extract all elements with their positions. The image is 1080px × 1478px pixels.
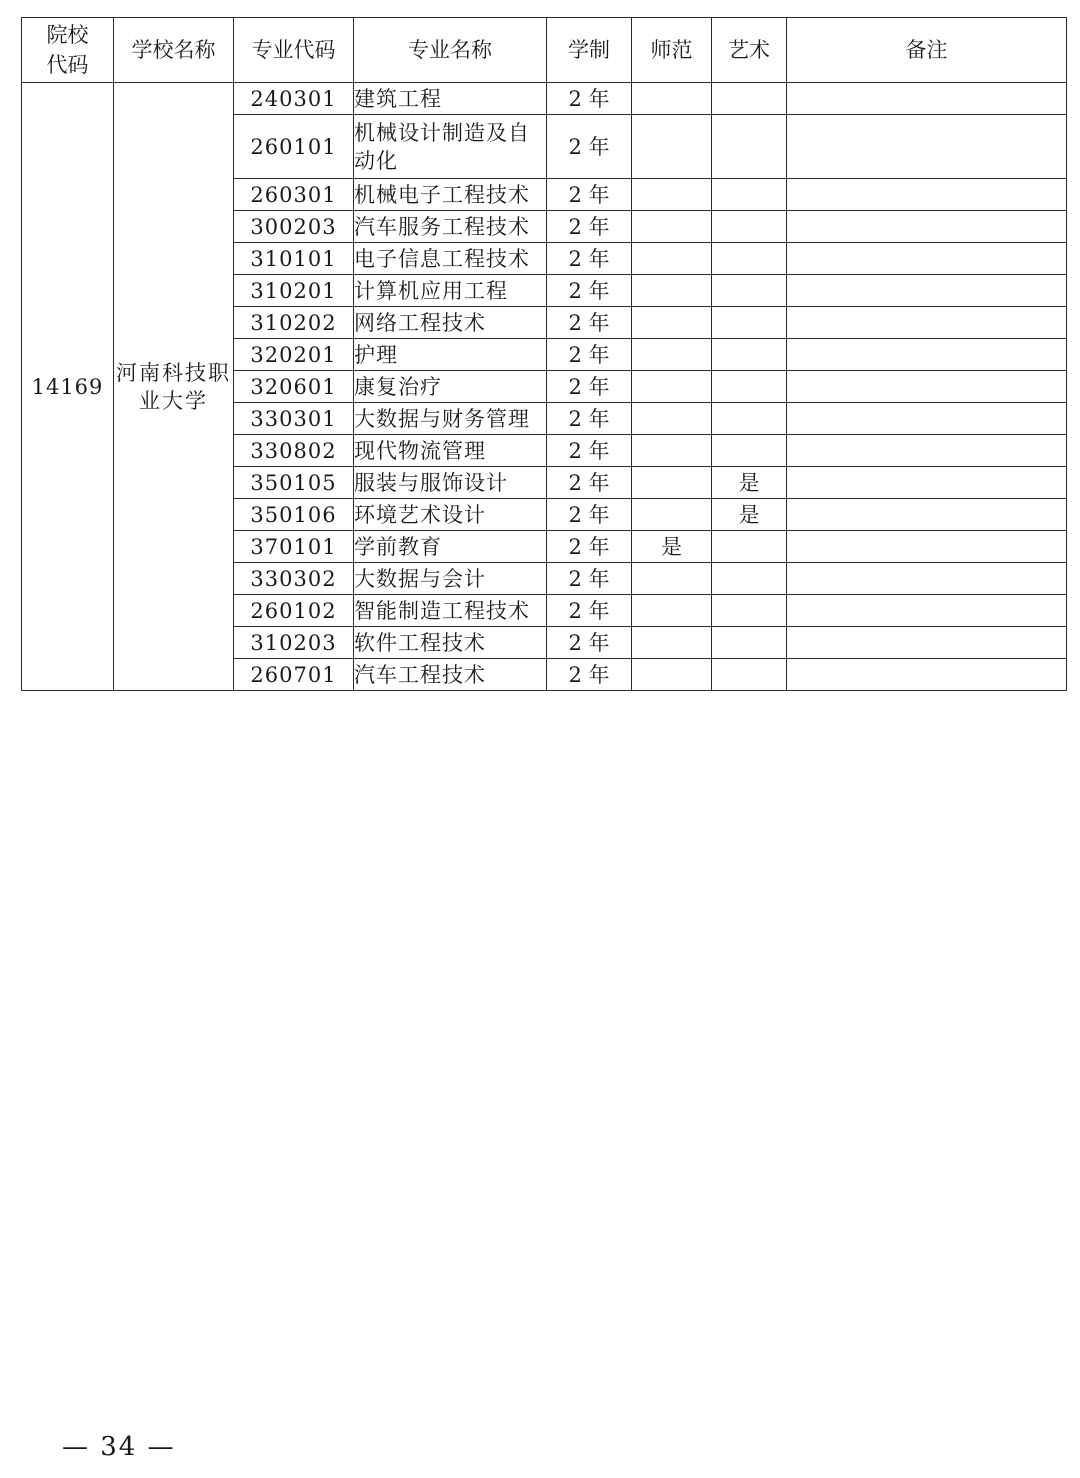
duration-cell: 2 年	[547, 467, 632, 499]
header-school-code: 院校 代码	[22, 18, 114, 83]
teacher-cell	[632, 659, 712, 691]
art-cell	[712, 659, 787, 691]
major-name-cell: 计算机应用工程	[354, 275, 547, 307]
art-cell	[712, 115, 787, 179]
major-name-cell: 智能制造工程技术	[354, 595, 547, 627]
major-code-cell: 240301	[234, 83, 354, 115]
major-name-cell: 机械电子工程技术	[354, 179, 547, 211]
teacher-cell	[632, 627, 712, 659]
remark-cell	[787, 115, 1067, 179]
teacher-cell	[632, 563, 712, 595]
art-cell	[712, 275, 787, 307]
art-cell	[712, 403, 787, 435]
duration-cell: 2 年	[547, 179, 632, 211]
duration-cell: 2 年	[547, 659, 632, 691]
header-art: 艺术	[712, 18, 787, 83]
major-code-cell: 310201	[234, 275, 354, 307]
teacher-cell	[632, 115, 712, 179]
teacher-cell: 是	[632, 531, 712, 563]
header-school-name: 学校名称	[114, 18, 234, 83]
major-name-cell: 康复治疗	[354, 371, 547, 403]
major-name-cell: 建筑工程	[354, 83, 547, 115]
art-cell	[712, 307, 787, 339]
major-code-cell: 330301	[234, 403, 354, 435]
duration-cell: 2 年	[547, 563, 632, 595]
remark-cell	[787, 243, 1067, 275]
duration-cell: 2 年	[547, 403, 632, 435]
majors-table	[21, 17, 1067, 691]
page-number: — 34 —	[62, 1432, 176, 1462]
major-code-cell: 320201	[234, 339, 354, 371]
art-cell	[712, 435, 787, 467]
major-code-cell: 260701	[234, 659, 354, 691]
major-code-cell: 300203	[234, 211, 354, 243]
major-code-cell: 260301	[234, 179, 354, 211]
major-code-cell: 350105	[234, 467, 354, 499]
art-cell	[712, 371, 787, 403]
art-cell	[712, 595, 787, 627]
school-name-cell: 河南科技职业大学	[114, 83, 234, 691]
remark-cell	[787, 83, 1067, 115]
major-name-cell: 大数据与会计	[354, 563, 547, 595]
duration-cell: 2 年	[547, 371, 632, 403]
major-code-cell: 320601	[234, 371, 354, 403]
art-cell	[712, 563, 787, 595]
duration-cell: 2 年	[547, 435, 632, 467]
remark-cell	[787, 307, 1067, 339]
art-cell: 是	[712, 467, 787, 499]
major-code-cell: 370101	[234, 531, 354, 563]
remark-cell	[787, 563, 1067, 595]
teacher-cell	[632, 499, 712, 531]
remark-cell	[787, 179, 1067, 211]
teacher-cell	[632, 275, 712, 307]
teacher-cell	[632, 403, 712, 435]
duration-cell: 2 年	[547, 499, 632, 531]
major-name-cell: 软件工程技术	[354, 627, 547, 659]
remark-cell	[787, 435, 1067, 467]
remark-cell	[787, 211, 1067, 243]
duration-cell: 2 年	[547, 211, 632, 243]
remark-cell	[787, 403, 1067, 435]
major-name-cell: 服装与服饰设计	[354, 467, 547, 499]
major-code-cell: 330302	[234, 563, 354, 595]
major-name-cell: 现代物流管理	[354, 435, 547, 467]
major-name-cell: 学前教育	[354, 531, 547, 563]
art-cell	[712, 339, 787, 371]
major-code-cell: 260102	[234, 595, 354, 627]
school-code-cell: 14169	[22, 83, 114, 691]
teacher-cell	[632, 243, 712, 275]
remark-cell	[787, 659, 1067, 691]
major-name-cell: 大数据与财务管理	[354, 403, 547, 435]
art-cell	[712, 531, 787, 563]
teacher-cell	[632, 211, 712, 243]
header-duration: 学制	[547, 18, 632, 83]
duration-cell: 2 年	[547, 307, 632, 339]
art-cell	[712, 83, 787, 115]
major-code-cell: 310203	[234, 627, 354, 659]
remark-cell	[787, 595, 1067, 627]
table-body	[22, 83, 1067, 691]
header-teacher: 师范	[632, 18, 712, 83]
duration-cell: 2 年	[547, 275, 632, 307]
art-cell	[712, 627, 787, 659]
duration-cell: 2 年	[547, 243, 632, 275]
duration-cell: 2 年	[547, 115, 632, 179]
art-cell	[712, 179, 787, 211]
major-name-cell: 网络工程技术	[354, 307, 547, 339]
duration-cell: 2 年	[547, 531, 632, 563]
major-name-cell: 汽车服务工程技术	[354, 211, 547, 243]
header-remark: 备注	[787, 18, 1067, 83]
teacher-cell	[632, 179, 712, 211]
remark-cell	[787, 339, 1067, 371]
major-code-cell: 350106	[234, 499, 354, 531]
major-code-cell: 330802	[234, 435, 354, 467]
major-name-cell: 机械设计制造及自动化	[354, 115, 547, 179]
remark-cell	[787, 499, 1067, 531]
header-major-name: 专业名称	[354, 18, 547, 83]
remark-cell	[787, 627, 1067, 659]
art-cell	[712, 243, 787, 275]
duration-cell: 2 年	[547, 339, 632, 371]
teacher-cell	[632, 595, 712, 627]
remark-cell	[787, 467, 1067, 499]
teacher-cell	[632, 371, 712, 403]
major-name-cell: 电子信息工程技术	[354, 243, 547, 275]
remark-cell	[787, 275, 1067, 307]
duration-cell: 2 年	[547, 595, 632, 627]
major-code-cell: 310202	[234, 307, 354, 339]
header-major-code: 专业代码	[234, 18, 354, 83]
teacher-cell	[632, 435, 712, 467]
major-name-cell: 环境艺术设计	[354, 499, 547, 531]
major-code-cell: 260101	[234, 115, 354, 179]
header-row	[22, 18, 1067, 83]
teacher-cell	[632, 339, 712, 371]
remark-cell	[787, 531, 1067, 563]
duration-cell: 2 年	[547, 627, 632, 659]
art-cell	[712, 211, 787, 243]
major-code-cell: 310101	[234, 243, 354, 275]
table-row	[22, 83, 1067, 115]
major-name-cell: 护理	[354, 339, 547, 371]
teacher-cell	[632, 307, 712, 339]
teacher-cell	[632, 83, 712, 115]
remark-cell	[787, 371, 1067, 403]
major-name-cell: 汽车工程技术	[354, 659, 547, 691]
teacher-cell	[632, 467, 712, 499]
duration-cell: 2 年	[547, 83, 632, 115]
art-cell: 是	[712, 499, 787, 531]
